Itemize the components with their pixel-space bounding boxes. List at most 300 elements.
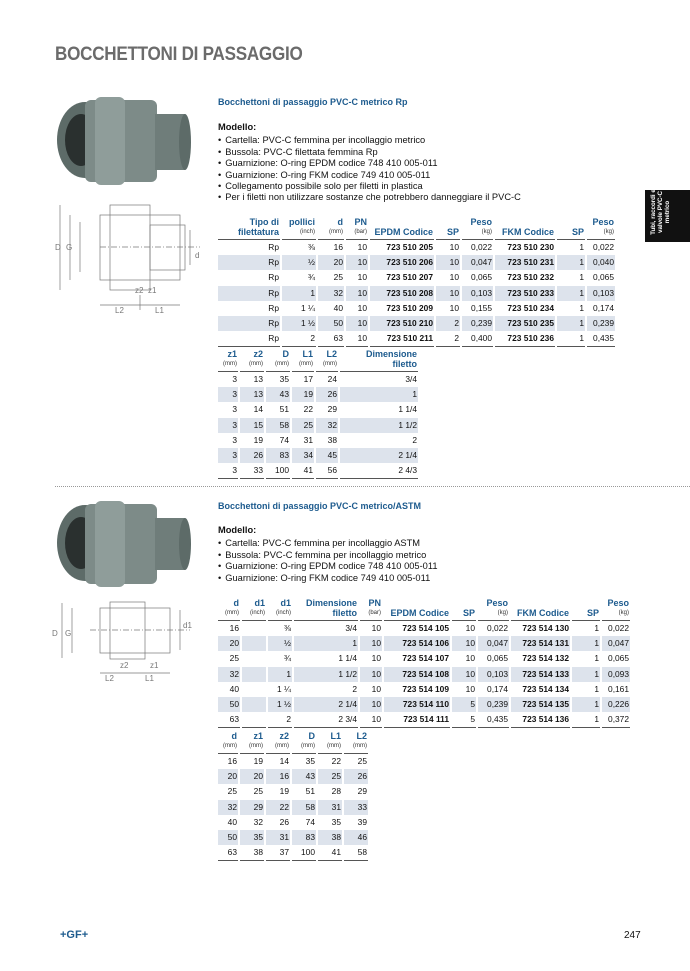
table-cell: 723 514 110 (384, 697, 450, 712)
table-cell: 723 514 107 (402, 653, 449, 664)
table-cell: 723 510 208 (370, 286, 434, 301)
table-cell: 34 (292, 448, 314, 463)
table-cell: 40 (227, 816, 237, 827)
bullet-item: • Guarnizione: O-ring EPDM codice 748 410 005-011 (218, 158, 521, 169)
table-cell: 32 (318, 286, 344, 301)
table-row (218, 800, 368, 815)
table-cell: 1 (572, 636, 600, 651)
table-cell: 723 510 230 (507, 242, 554, 253)
table-cell: 25 (333, 272, 343, 283)
column-header: Dimensione filetto (340, 350, 418, 372)
bullet-item: • Guarnizione: O-ring FKM codice 749 410 005-011 (218, 573, 438, 584)
table-row (218, 402, 418, 417)
table-cell: 22 (266, 800, 290, 815)
table-cell: 1 1/4 (398, 404, 417, 415)
table-cell: 10 (465, 653, 475, 664)
table-cell: Rp (218, 316, 280, 331)
svg-text:L2: L2 (115, 306, 124, 315)
table-cell: 25 (229, 653, 239, 664)
table-row (218, 463, 418, 479)
table-cell: Rp (218, 255, 280, 270)
table-cell: 41 (318, 845, 342, 861)
table-row (218, 667, 630, 682)
table-cell: 16 (266, 769, 290, 784)
table-cell: 32 (218, 800, 238, 815)
table-cell: 39 (357, 816, 367, 827)
table-cell: 0,093 (602, 667, 630, 682)
table-cell: 26 (279, 816, 289, 827)
table-cell: 3 (218, 387, 238, 402)
table-cell: 10 (449, 272, 459, 283)
table-cell: 74 (305, 816, 315, 827)
table-cell: 31 (266, 830, 290, 845)
table-cell: 1 (294, 636, 358, 651)
table-cell: 56 (316, 463, 338, 479)
table-cell: 3/4 (345, 623, 357, 634)
table-cell: 1 ¼ (301, 302, 315, 313)
column-header: z1 (mm) (218, 350, 238, 372)
table-cell: 723 514 105 (402, 623, 449, 634)
table-cell (242, 651, 266, 666)
table-cell: 19 (292, 387, 314, 402)
table-cell: 723 510 209 (386, 302, 433, 313)
table-cell (242, 636, 266, 651)
bullet-item: • Bussola: PVC-C filettata femmina Rp (218, 147, 521, 158)
table-cell: 723 510 231 (495, 255, 555, 270)
table-cell: 10 (465, 623, 475, 634)
table-cell: 0,400 (462, 331, 493, 347)
table-cell: 26 (344, 769, 368, 784)
table-row (218, 815, 368, 830)
table-cell: 723 514 134 (522, 683, 569, 694)
column-header: Peso (kg) (587, 218, 615, 240)
table-row (218, 830, 368, 845)
table-cell: 5 (452, 712, 476, 728)
table-cell: 723 514 136 (511, 712, 570, 728)
page-title: BOCCHETTONI DI PASSAGGIO (55, 44, 303, 65)
table-cell: 29 (357, 786, 367, 797)
table-cell: 2 1/4 (294, 697, 358, 712)
table-cell: 20 (218, 769, 238, 784)
column-header: d (mm) (218, 599, 240, 621)
table-cell: 37 (266, 845, 290, 861)
table-cell: 40 (333, 302, 343, 313)
table-cell: 723 510 235 (495, 316, 555, 331)
table-cell: 28 (331, 786, 341, 797)
table-cell: 1 (557, 286, 585, 301)
svg-text:z2: z2 (135, 286, 144, 295)
table-cell: 723 510 211 (370, 331, 434, 347)
table-row (218, 448, 418, 463)
column-header: Peso (kg) (478, 599, 509, 621)
table-cell: 32 (253, 816, 263, 827)
table-cell: 1 1/2 (340, 418, 418, 433)
table-cell: 38 (318, 830, 342, 845)
table-cell: 40 (229, 683, 239, 694)
table-cell: 0,047 (462, 255, 493, 270)
table-cell: 0,022 (593, 242, 614, 253)
column-header: d (mm) (318, 218, 344, 240)
table-cell: 5 (452, 697, 476, 712)
column-header: FKM Codice (511, 599, 570, 621)
table-cell: 20 (218, 636, 240, 651)
table-cell: 2 (282, 331, 316, 347)
table-cell: 0,103 (478, 667, 509, 682)
column-header: Peso (kg) (602, 599, 630, 621)
table-cell (242, 697, 266, 712)
table-cell: 1 (594, 623, 599, 634)
table-row (218, 255, 615, 270)
table-cell: 22 (303, 404, 313, 415)
table-cell: 0,065 (608, 653, 629, 664)
svg-text:D: D (55, 243, 61, 252)
table-cell: Rp (268, 242, 279, 253)
table-cell: 50 (218, 697, 240, 712)
table-cell: 0,174 (487, 683, 508, 694)
union-photo-2 (45, 498, 205, 593)
table-cell: 10 (449, 302, 459, 313)
table-cell: 74 (279, 434, 289, 445)
table-cell: 1 (594, 653, 599, 664)
table-cell: 1 (572, 667, 600, 682)
section2-product-table (216, 599, 632, 728)
table-cell: 14 (279, 756, 289, 767)
table-cell: 35 (305, 756, 315, 767)
table-cell: 723 510 233 (495, 286, 555, 301)
table-cell: Rp (218, 286, 280, 301)
table-cell: 10 (371, 653, 381, 664)
table-cell: ⅜ (284, 623, 291, 634)
table-cell: 16 (229, 623, 239, 634)
column-header: SP (557, 218, 585, 240)
table-row (218, 433, 418, 448)
table-cell: 46 (344, 830, 368, 845)
table-cell: 10 (465, 683, 475, 694)
column-header: d1 (inch) (268, 599, 292, 621)
table-cell: 10 (346, 316, 368, 331)
column-header: pollici (inch) (282, 218, 316, 240)
table-cell: 1 (572, 712, 600, 728)
section1-heading: Bocchettoni di passaggio PVC-C metrico Rp (218, 97, 408, 107)
svg-text:D: D (52, 629, 58, 638)
table-cell: 1 (579, 302, 584, 313)
column-header: EPDM Codice (370, 218, 434, 240)
table-cell: 1 (594, 683, 599, 694)
table-cell: 16 (227, 756, 237, 767)
svg-text:z1: z1 (150, 661, 159, 670)
table-cell: 58 (266, 418, 290, 433)
table-cell: 0,239 (462, 316, 493, 331)
bullet-item: • Cartella: PVC-C femmina per incollaggio ASTM (218, 538, 438, 549)
table-cell: 16 (333, 242, 343, 253)
table-cell: 63 (218, 845, 238, 861)
svg-text:z1: z1 (148, 286, 157, 295)
table-cell: 32 (218, 667, 240, 682)
table-cell: 0,065 (593, 272, 614, 283)
table-cell: 10 (360, 712, 382, 728)
table-cell: 43 (292, 769, 316, 784)
table-cell: 10 (346, 331, 368, 347)
table-cell: 3 (218, 448, 238, 463)
column-header: D (mm) (292, 732, 316, 754)
table-cell: 1 1/4 (338, 653, 357, 664)
table-cell: 723 514 132 (522, 653, 569, 664)
table-cell: 10 (346, 255, 368, 270)
table-cell: 0,239 (587, 316, 615, 331)
table-cell: 32 (316, 418, 338, 433)
column-header: d (mm) (218, 732, 238, 754)
table-cell: 29 (327, 404, 337, 415)
bullet-item: • Cartella: PVC-C femmina per incollaggio metrico (218, 135, 521, 146)
table-cell: 0,047 (602, 636, 630, 651)
table-cell: 33 (240, 463, 264, 479)
bullet-item: • Bussola: PVC-C femmina per incollaggio metrico (218, 550, 438, 561)
section1-model: Modello: • Cartella: PVC-C femmina per incollaggio metrico • Bussola: PVC-C filettata femmina Rp • Guarnizione: O-ring EPDM codice 748 410 005-011 • Guarnizione: O-ring FKM codice 749 410 005-011 • Collegamento possibile solo per filetti in plastica • Per i filetti non utilizzare sostanze che potrebbero danneggiare il PVC-C (218, 122, 521, 204)
table-cell: 0,065 (487, 653, 508, 664)
table-cell: 1 ¼ (277, 683, 291, 694)
column-header: Peso (kg) (462, 218, 493, 240)
table-cell: 0,226 (602, 697, 630, 712)
table-cell: 3 (232, 404, 237, 415)
table-cell: 10 (360, 697, 382, 712)
svg-text:z2: z2 (120, 661, 129, 670)
table-cell: 3 (232, 434, 237, 445)
table-cell: 10 (436, 255, 460, 270)
table-cell: 20 (318, 255, 344, 270)
table-cell: 723 514 135 (511, 697, 570, 712)
bullet-item: • Per i filetti non utilizzare sostanze che potrebbero danneggiare il PVC-C (218, 192, 521, 203)
table-row (218, 651, 630, 666)
gf-logo: +GF+ (60, 929, 89, 941)
column-header: Tipo di filettatura (218, 218, 280, 240)
table-row (218, 418, 418, 433)
table-cell: 3 (218, 418, 238, 433)
svg-text:L2: L2 (105, 674, 114, 683)
table-cell: 35 (279, 374, 289, 385)
table-cell: 19 (279, 786, 289, 797)
table-cell: 0,047 (478, 636, 509, 651)
column-header: EPDM Codice (384, 599, 450, 621)
column-header: PN (bar) (346, 218, 368, 240)
column-header: z2 (mm) (266, 732, 290, 754)
table-cell: 0,103 (462, 286, 493, 301)
table-cell: 0,040 (587, 255, 615, 270)
column-header: PN (bar) (360, 599, 382, 621)
table-cell: 1 ½ (268, 697, 292, 712)
table-cell: 25 (318, 769, 342, 784)
table-cell: 10 (357, 242, 367, 253)
table-cell (242, 682, 266, 697)
table-cell: 58 (292, 800, 316, 815)
table-cell: 50 (318, 316, 344, 331)
table-row (218, 636, 630, 651)
bullet-item: • Guarnizione: O-ring FKM codice 749 410 005-011 (218, 170, 521, 181)
table-cell: 38 (240, 845, 264, 861)
union-photo-1 (45, 92, 205, 192)
table-cell: 58 (344, 845, 368, 861)
table-row (218, 697, 630, 712)
table-cell: 723 514 130 (522, 623, 569, 634)
table-cell: 22 (331, 756, 341, 767)
table-cell: 0,161 (608, 683, 629, 694)
table-cell: 10 (360, 636, 382, 651)
table-cell: 1 (340, 387, 418, 402)
table-cell: Rp (268, 302, 279, 313)
section2-dimension-table (216, 732, 370, 861)
table-row (218, 845, 368, 861)
table-row (218, 372, 418, 387)
table-cell: 33 (344, 800, 368, 815)
table-cell: 35 (331, 816, 341, 827)
table-row (218, 316, 615, 331)
table-cell (242, 712, 266, 728)
table-cell: 25 (292, 418, 314, 433)
table-cell: 31 (303, 434, 313, 445)
table-cell: 29 (240, 800, 264, 815)
table-cell: 1 (282, 286, 316, 301)
table-cell: 723 514 111 (384, 712, 450, 728)
svg-text:d1: d1 (183, 621, 192, 630)
table-cell: 3 (218, 463, 238, 479)
table-cell: 723 510 210 (370, 316, 434, 331)
table-cell: 723 510 205 (386, 242, 433, 253)
table-cell: 10 (436, 286, 460, 301)
table-row (218, 682, 630, 697)
table-row (218, 301, 615, 316)
table-cell: ¾ (308, 272, 315, 283)
table-cell: 10 (357, 302, 367, 313)
table-cell: 15 (240, 418, 264, 433)
table-cell: 19 (253, 434, 263, 445)
table-cell: ¾ (284, 653, 291, 664)
table-cell: 10 (449, 242, 459, 253)
page-number: 247 (624, 930, 641, 941)
table-cell: 26 (240, 448, 264, 463)
column-header: SP (572, 599, 600, 621)
table-cell: 10 (371, 623, 381, 634)
section1-product-table (216, 218, 617, 347)
table-cell: 14 (253, 404, 263, 415)
table-cell: 1 (557, 316, 585, 331)
table-cell: 63 (218, 712, 240, 728)
table-cell: 723 510 207 (386, 272, 433, 283)
table-cell: 723 514 133 (511, 667, 570, 682)
table-cell: 51 (279, 404, 289, 415)
table-cell: 10 (452, 667, 476, 682)
table-cell (242, 667, 266, 682)
column-header: L2 (mm) (316, 350, 338, 372)
table-cell: 10 (357, 272, 367, 283)
bullet-item: • Guarnizione: O-ring EPDM codice 748 410 005-011 (218, 561, 438, 572)
section1-dimension-table (216, 350, 420, 479)
table-cell: 0,155 (471, 302, 492, 313)
table-row (218, 754, 368, 769)
column-header: L2 (mm) (344, 732, 368, 754)
table-cell: 723 514 106 (384, 636, 450, 651)
table-cell: 1 ½ (282, 316, 316, 331)
technical-drawing-2 (50, 598, 210, 683)
table-cell (242, 621, 266, 636)
table-row (218, 286, 615, 301)
table-cell: 20 (240, 769, 264, 784)
table-cell: 723 514 131 (511, 636, 570, 651)
table-row (218, 784, 368, 799)
table-cell: 2 (436, 316, 460, 331)
table-cell: 1 (557, 331, 585, 347)
table-cell: 100 (292, 845, 316, 861)
table-cell: 2 (436, 331, 460, 347)
column-header: d1 (inch) (242, 599, 266, 621)
table-cell: 10 (346, 286, 368, 301)
svg-text:G: G (66, 243, 73, 252)
table-cell: 100 (266, 463, 290, 479)
side-tab[interactable]: Tubi, raccordi e valvole PVC-C metrico (645, 190, 690, 242)
table-cell: 2 1/4 (340, 448, 418, 463)
table-cell: 1 (579, 242, 584, 253)
svg-text:L1: L1 (155, 306, 164, 315)
table-cell: 13 (240, 387, 264, 402)
svg-text:d: d (195, 251, 200, 260)
table-row (218, 712, 630, 728)
table-cell: 0,065 (471, 272, 492, 283)
table-row (218, 331, 615, 347)
table-cell: 0,372 (602, 712, 630, 728)
table-cell: 25 (227, 786, 237, 797)
svg-text:L1: L1 (145, 674, 154, 683)
column-header: D (mm) (266, 350, 290, 372)
table-cell: 38 (327, 434, 337, 445)
table-cell: 723 510 234 (507, 302, 554, 313)
column-header: z1 (mm) (240, 732, 264, 754)
table-cell: 17 (303, 374, 313, 385)
table-cell: 50 (218, 830, 238, 845)
section2-heading: Bocchettoni di passaggio PVC-C metrico/ASTM (218, 501, 422, 511)
table-cell: Rp (268, 272, 279, 283)
table-cell: 13 (253, 374, 263, 385)
table-row (218, 769, 368, 784)
table-cell: 723 514 109 (402, 683, 449, 694)
column-header: z2 (mm) (240, 350, 264, 372)
table-cell: 43 (266, 387, 290, 402)
table-cell: 2 (268, 712, 292, 728)
table-cell: 0,022 (608, 623, 629, 634)
table-cell: 723 510 232 (507, 272, 554, 283)
table-row (218, 240, 615, 255)
table-cell: 83 (292, 830, 316, 845)
table-cell: 35 (240, 830, 264, 845)
table-cell: 1 1/2 (294, 667, 358, 682)
table-row (218, 621, 630, 636)
table-cell: 2 (412, 434, 417, 445)
table-cell: 63 (318, 331, 344, 347)
table-cell: 1 (557, 255, 585, 270)
table-cell: 83 (266, 448, 290, 463)
table-cell: 0,174 (593, 302, 614, 313)
column-header: L1 (mm) (318, 732, 342, 754)
table-cell: 2 4/3 (340, 463, 418, 479)
table-cell: 1 (572, 697, 600, 712)
table-cell: 51 (305, 786, 315, 797)
table-cell: 3/4 (405, 374, 417, 385)
table-cell: ½ (268, 636, 292, 651)
table-cell: 0,239 (478, 697, 509, 712)
svg-text:G: G (65, 629, 72, 638)
table-cell: 0,435 (478, 712, 509, 728)
table-row (218, 270, 615, 285)
column-header: SP (452, 599, 476, 621)
table-cell: 10 (360, 667, 382, 682)
table-cell: 0,103 (587, 286, 615, 301)
